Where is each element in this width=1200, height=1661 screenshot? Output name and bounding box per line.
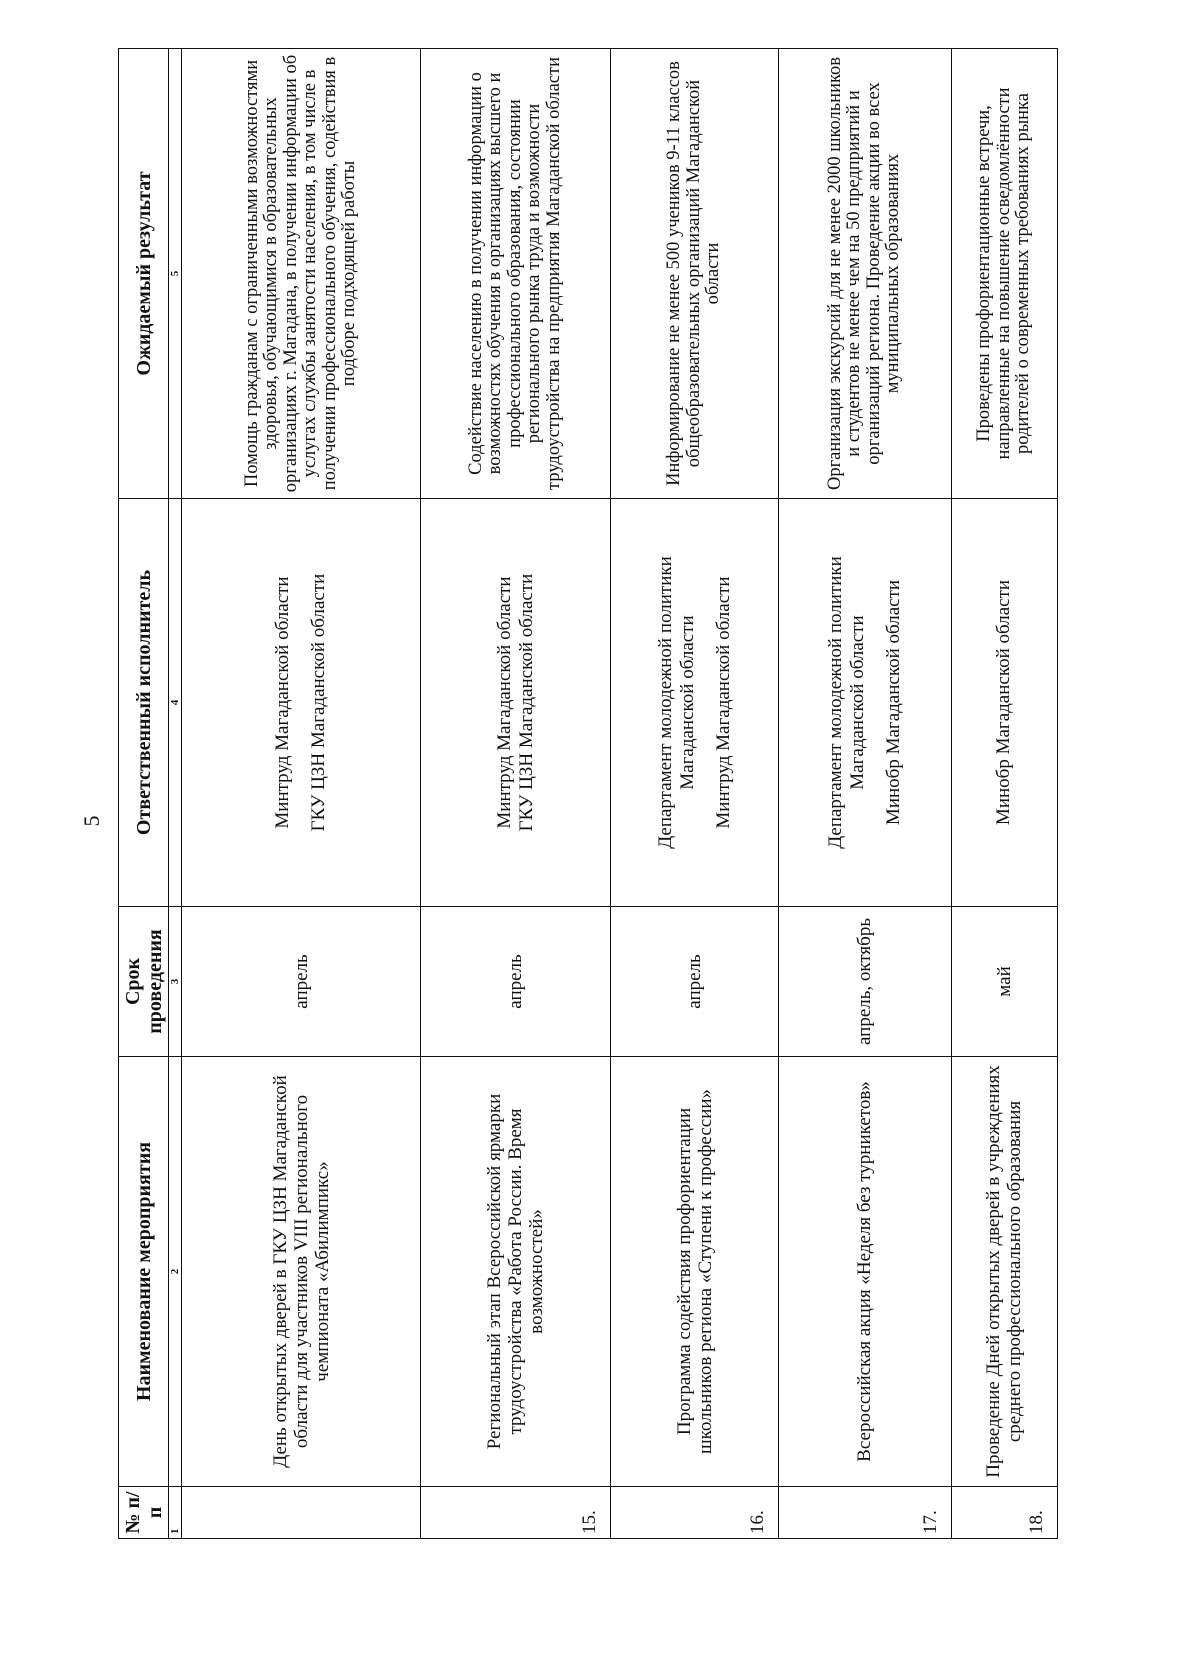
header-num: № п/п <box>119 1487 169 1539</box>
row-number: 16. <box>610 1487 778 1539</box>
column-number: 2 <box>169 1057 182 1487</box>
responsible-line: ГКУ ЦЗН Магаданской области <box>515 573 537 832</box>
table-row <box>610 49 778 1539</box>
column-number: 4 <box>169 499 182 907</box>
event-result: Помощь гражданам с ограниченными возможностями здоровья, обучающимися в образовательных организациях г. Магадана, в получении информации об услугах службы занятости населения, в том числе в получении профессионального обучения, содействия в подборе подходящей работы <box>182 49 421 499</box>
responsible-line: Минтруд Магаданской области <box>712 576 734 829</box>
event-name: Региональный этап Всероссийской ярмарки трудоустройства «Работа России. Время возможностей» <box>421 1057 610 1487</box>
table-row <box>779 49 951 1539</box>
header-responsible: Ответственный исполнитель <box>119 499 169 907</box>
event-name: Программа содействия профориентации школьников региона «Ступени к профессии» <box>610 1057 778 1487</box>
page-number: 5 <box>79 815 104 827</box>
row-number: 18. <box>951 1487 1057 1539</box>
event-term: май <box>951 907 1057 1057</box>
responsible-line: Минтруд Магаданской области <box>272 576 294 829</box>
event-term: апрель <box>610 907 778 1057</box>
events-table <box>118 48 1058 1539</box>
event-term: апрель, октябрь <box>779 907 951 1057</box>
event-responsible <box>779 499 951 907</box>
event-name: Всероссийская акция «Неделя без турникетов» <box>779 1057 951 1487</box>
responsible-line: Минтруд Магаданской области <box>493 576 515 829</box>
event-term: апрель <box>182 907 421 1057</box>
column-number: 3 <box>169 907 182 1057</box>
header-name: Наименование мероприятия <box>119 1057 169 1487</box>
column-number: 1 <box>169 1487 182 1539</box>
event-result: Содействие населению в получении информации о возможностях обучения в организациях высшего и профессионального образования, состоянии регионального рынка труда и возможности трудоустройства на предприятия Магаданской области <box>421 49 610 499</box>
header-result: Ожидаемый результат <box>119 49 169 499</box>
table-row <box>951 49 1057 1539</box>
event-responsible <box>421 499 610 907</box>
responsible-line: Департамент молодежной политики Магаданской области <box>654 556 698 849</box>
column-numbers-row <box>169 49 182 1539</box>
table-row <box>182 49 421 1539</box>
row-number <box>182 1487 421 1539</box>
event-result: Организация экскурсий для не менее 2000 школьников и студентов не менее чем на 50 предприятий и организаций региона. Проведение акции во всех муниципальных образованиях <box>779 49 951 499</box>
event-result: Информирование не менее 500 учеников 9-11 классов общеобразовательных организаций Магаданской области <box>610 49 778 499</box>
event-name: Проведение Дней открытых дверей в учреждениях среднего профессионального образования <box>951 1057 1057 1487</box>
row-number: 17. <box>779 1487 951 1539</box>
event-responsible <box>951 499 1057 907</box>
responsible-line: ГКУ ЦЗН Магаданской области <box>308 573 330 832</box>
event-responsible <box>182 499 421 907</box>
responsible-line: Департамент молодежной политики Магаданской области <box>824 556 868 849</box>
table-row <box>421 49 610 1539</box>
event-name: День открытых дверей в ГКУ ЦЗН Магаданской области для участников VIII регионального чемпионата «Абилимпикс» <box>182 1057 421 1487</box>
responsible-line: Минобр Магаданской области <box>993 579 1015 826</box>
event-term: апрель <box>421 907 610 1057</box>
header-row <box>119 49 169 1539</box>
responsible-line: Минобр Магаданской области <box>882 579 904 826</box>
header-term: Срок проведения <box>119 907 169 1057</box>
row-number: 15. <box>421 1487 610 1539</box>
rotated-table-container <box>118 49 1058 1539</box>
event-responsible <box>610 499 778 907</box>
event-result: Проведены профориентационные встречи, направленные на повышение осведомлённости родителей о современных требованиях рынка <box>951 49 1057 499</box>
column-number: 5 <box>169 49 182 499</box>
